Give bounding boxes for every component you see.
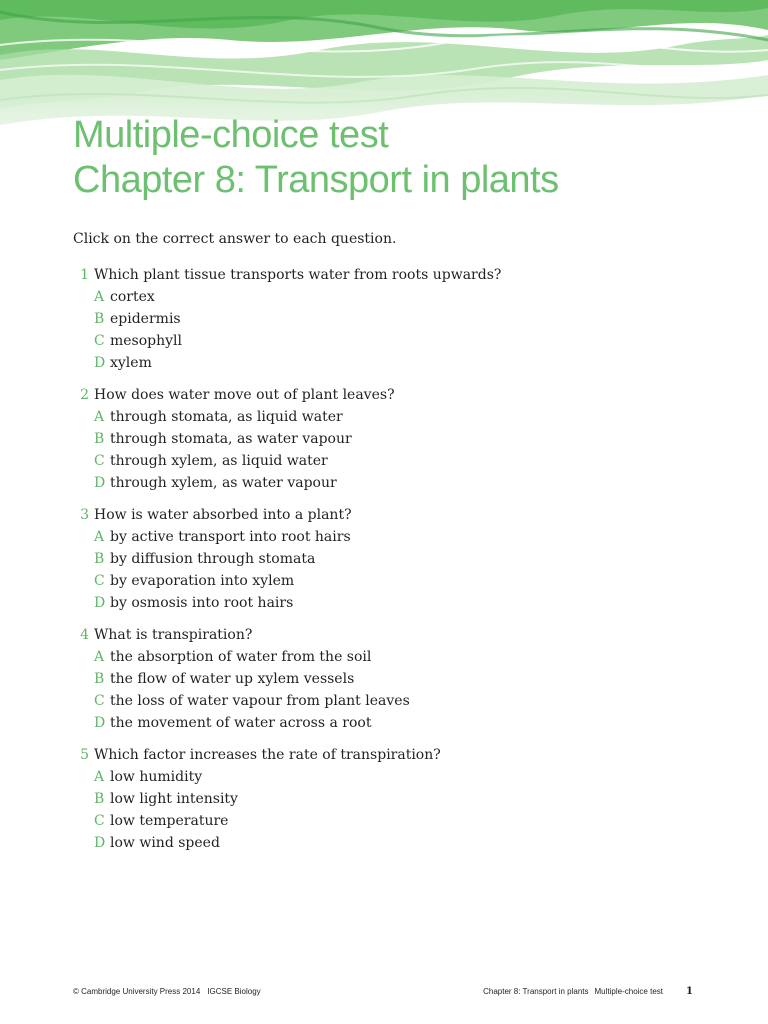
- option-text: through stomata, as water vapour: [110, 431, 352, 447]
- option-letter: B: [94, 671, 105, 687]
- question-line: [73, 624, 693, 646]
- question-block: [73, 744, 693, 854]
- option-letter: D: [94, 475, 106, 491]
- answer-option[interactable]: [73, 712, 693, 734]
- answer-option[interactable]: [73, 832, 693, 854]
- question-block: [73, 384, 693, 494]
- question-line: [73, 744, 693, 766]
- option-text: by evaporation into xylem: [110, 573, 295, 589]
- answer-option[interactable]: [73, 570, 693, 592]
- question-text: Which plant tissue transports water from roots upwards?: [94, 267, 502, 283]
- answer-option[interactable]: [73, 352, 693, 374]
- option-text: through xylem, as liquid water: [110, 453, 328, 469]
- answer-option[interactable]: [73, 406, 693, 428]
- question-line: [73, 264, 693, 286]
- option-text: low wind speed: [110, 835, 220, 851]
- option-letter: A: [94, 289, 105, 305]
- option-letter: A: [94, 769, 105, 785]
- question-block: [73, 504, 693, 614]
- option-text: by diffusion through stomata: [110, 551, 316, 567]
- option-letter: C: [94, 453, 105, 469]
- answer-option[interactable]: [73, 472, 693, 494]
- option-text: the movement of water across a root: [110, 715, 372, 731]
- question-line: [73, 384, 693, 406]
- option-letter: A: [94, 649, 105, 665]
- option-letter: C: [94, 813, 105, 829]
- question-text: What is transpiration?: [94, 627, 253, 643]
- answer-option[interactable]: [73, 308, 693, 330]
- course-name: IGCSE Biology: [207, 987, 261, 996]
- option-letter: C: [94, 693, 105, 709]
- option-letter: C: [94, 573, 105, 589]
- option-letter: B: [94, 791, 105, 807]
- question-number: 1: [80, 267, 89, 283]
- option-letter: A: [94, 409, 105, 425]
- answer-option[interactable]: [73, 646, 693, 668]
- question-text: How does water move out of plant leaves?: [94, 387, 395, 403]
- question-text: Which factor increases the rate of transpiration?: [94, 747, 441, 763]
- answer-option[interactable]: [73, 450, 693, 472]
- option-letter: A: [94, 529, 105, 545]
- option-text: mesophyll: [110, 333, 183, 349]
- answer-option[interactable]: [73, 286, 693, 308]
- option-letter: B: [94, 311, 105, 327]
- option-text: the absorption of water from the soil: [110, 649, 372, 665]
- answer-option[interactable]: [73, 428, 693, 450]
- question-block: [73, 264, 693, 374]
- answer-option[interactable]: [73, 810, 693, 832]
- option-text: low temperature: [110, 813, 229, 829]
- answer-option[interactable]: [73, 548, 693, 570]
- answer-option[interactable]: [73, 668, 693, 690]
- question-number: 2: [80, 387, 89, 403]
- page-title-line-1: Multiple-choice test: [73, 114, 389, 156]
- option-text: xylem: [110, 355, 152, 371]
- option-text: low light intensity: [110, 791, 238, 807]
- option-letter: D: [94, 595, 106, 611]
- answer-option[interactable]: [73, 592, 693, 614]
- copyright-text: © Cambridge University Press 2014: [73, 987, 201, 996]
- option-letter: C: [94, 333, 105, 349]
- answer-option[interactable]: [73, 788, 693, 810]
- option-text: low humidity: [110, 769, 203, 785]
- option-text: through xylem, as water vapour: [110, 475, 337, 491]
- option-text: by osmosis into root hairs: [110, 595, 294, 611]
- question-number: 3: [80, 507, 89, 523]
- page-number: 1: [686, 986, 693, 997]
- instruction-text: Click on the correct answer to each question.: [73, 231, 397, 247]
- question-number: 5: [80, 747, 89, 763]
- question-block: [73, 624, 693, 734]
- footer-test-name: Multiple-choice test: [594, 987, 663, 996]
- option-text: the flow of water up xylem vessels: [110, 671, 355, 687]
- option-text: the loss of water vapour from plant leaves: [110, 693, 410, 709]
- answer-option[interactable]: [73, 690, 693, 712]
- option-text: cortex: [110, 289, 155, 305]
- option-text: epidermis: [110, 311, 181, 327]
- option-letter: D: [94, 835, 106, 851]
- question-list: [73, 264, 693, 864]
- answer-option[interactable]: [73, 330, 693, 352]
- option-letter: D: [94, 715, 106, 731]
- option-letter: B: [94, 431, 105, 447]
- option-letter: B: [94, 551, 105, 567]
- option-text: through stomata, as liquid water: [110, 409, 343, 425]
- question-line: [73, 504, 693, 526]
- page-title-line-2: Chapter 8: Transport in plants: [73, 159, 559, 201]
- option-text: by active transport into root hairs: [110, 529, 351, 545]
- question-text: How is water absorbed into a plant?: [94, 507, 352, 523]
- footer-chapter: Chapter 8: Transport in plants: [483, 987, 589, 996]
- question-number: 4: [80, 627, 89, 643]
- answer-option[interactable]: [73, 526, 693, 548]
- option-letter: D: [94, 355, 106, 371]
- answer-option[interactable]: [73, 766, 693, 788]
